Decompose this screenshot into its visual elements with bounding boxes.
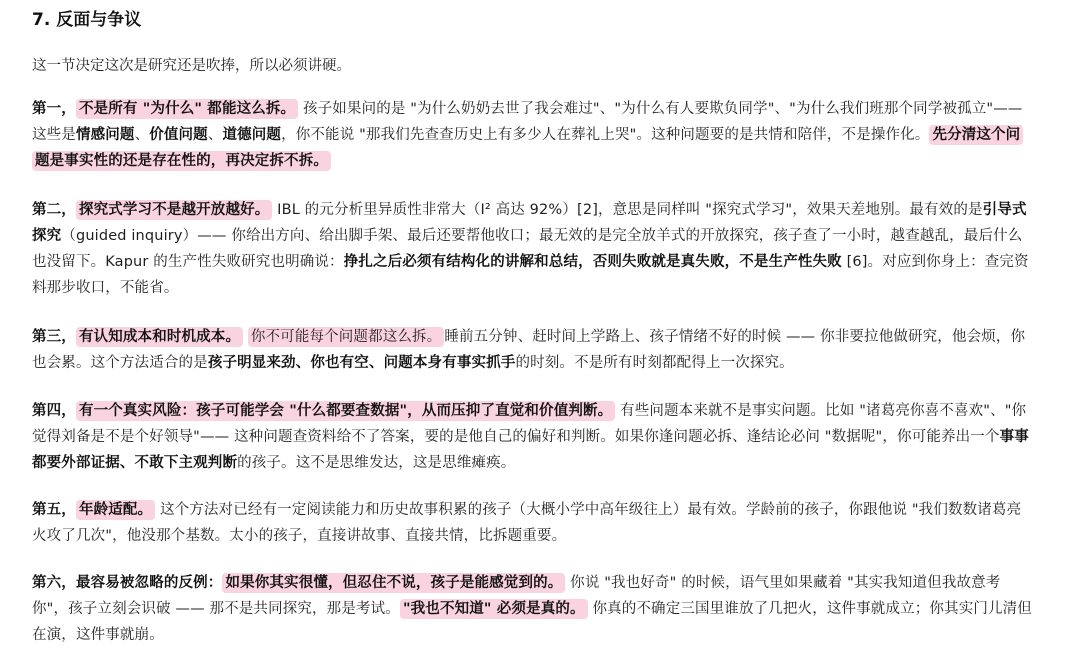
paragraph-6-highlight-2: "我也不知道" 必须是真的。: [400, 599, 588, 619]
paragraph-1-bold-1: 情感问题: [75, 127, 135, 143]
paragraph-2-text: （guided inquiry）—— 你给出方向、给出脚手架、最后还要帮他收口；最无效的是完全放羊式的开放探究，孩子查了一小时，越查越乱，最后什么也没留下。Kapur 的生产性失败研究也明确说：: [32, 228, 1023, 270]
paragraph-3-highlight-2: 你不可能每个问题都这么拆。: [248, 327, 444, 347]
paragraph-4-lead: 第四，: [32, 403, 76, 419]
paragraph-1-bold-3: 道德问题: [222, 127, 282, 143]
paragraph-4: [32, 398, 1032, 476]
paragraph-3: [32, 324, 1032, 376]
paragraph-3-highlight: 有认知成本和时机成本。: [76, 327, 243, 347]
paragraph-6: [32, 570, 1032, 648]
paragraph-2-text: IBL 的元分析里异质性非常大（I² 高达 92%）[2]，意思是同样叫 "探究式学习"，效果天差地别。最有效的是: [272, 202, 983, 218]
paragraph-6-text: 你真的不确定三国里谁放了几把火，这件事就成立；你其实门儿清但在演，这件事就崩。: [32, 601, 1032, 643]
paragraph-2-highlight: 探究式学习不是越开放越好。: [76, 200, 272, 220]
paragraph-2-lead: 第二，: [32, 202, 76, 218]
paragraph-1-text: 、: [207, 127, 223, 143]
paragraph-1-highlight-2: 先分清这个问题是事实性的还是存在性的，再决定拆不拆。: [32, 125, 1023, 171]
paragraph-5: [32, 497, 1032, 549]
paragraph-4-bold-1: 事事都要外部证据、不敢下主观判断: [32, 429, 1029, 471]
paragraph-6-text: 你说 "我也好奇" 的时候，语气里如果藏着 "其实我知道但我故意考你"，孩子立刻会识破 —— 那不是共同探究，那是考试。: [32, 575, 1001, 617]
paragraph-1: [32, 96, 1032, 174]
paragraph-3-bold-1: 孩子明显来劲、你也有空、问题本身有事实抓手: [207, 355, 516, 371]
paragraph-1-text: 孩子如果问的是 "为什么奶奶去世了我会难过"、"为什么有人要欺负同学"、"为什么我们班那个同学被孤立"—— 这些是: [32, 101, 1023, 143]
paragraph-1-highlight: 不是所有 "为什么" 都能这么拆。: [76, 99, 298, 119]
paragraph-2: [32, 197, 1032, 301]
paragraph-1-lead: 第一，: [32, 101, 76, 117]
paragraph-3-lead: 第三，: [32, 329, 76, 345]
paragraph-6-lead: 第六，最容易被忽略的反例：: [32, 575, 223, 591]
paragraph-1-text: 、: [134, 127, 150, 143]
paragraph-3-text: 睡前五分钟、赶时间上学路上、孩子情绪不好的时候 —— 你非要拉他做研究，他会烦，你也会累。这个方法适合的是: [32, 329, 1026, 371]
paragraph-2-bold-1: 引导式探究: [32, 202, 1027, 244]
paragraph-5-lead: 第五，: [32, 502, 76, 518]
paragraph-4-highlight: 有一个真实风险：孩子可能学会 "什么都要查数据"，从而压抑了直觉和价值判断。: [76, 401, 615, 421]
intro-paragraph: 这一节决定这次是研究还是吹捧，所以必须讲硬。: [32, 58, 351, 74]
paragraph-2-bold-2: 挣扎之后必须有结构化的讲解和总结，否则失败就是真失败，不是生产性失败: [343, 254, 842, 270]
paragraph-3-text: 的时刻。不是所有时刻都配得上一次探究。: [515, 355, 794, 371]
section-title: 7. 反面与争议: [32, 10, 142, 30]
paragraph-5-highlight: 年龄适配。: [76, 500, 155, 520]
paragraph-5-text: 这个方法对已经有一定阅读能力和历史故事积累的孩子（大概小学中高年级往上）最有效。学龄前的孩子，你跟他说 "我们数数诸葛亮火攻了几次"，他没那个基数。太小的孩子，直接讲故事、直接共情，比拆题重要。: [32, 502, 1022, 544]
paragraph-1-text: ，你不能说 "那我们先查查历史上有多少人在葬礼上哭"。这种问题要的是共情和陪伴，不是操作化。: [281, 127, 930, 143]
paragraph-4-text: 的孩子。这不是思维发达，这是思维瘫痪。: [237, 455, 516, 471]
paragraph-1-bold-2: 价值问题: [149, 127, 208, 143]
paragraph-4-text: 有些问题本来就不是事实问题。比如 "诸葛亮你喜不喜欢"、"你觉得刘备是不是个好领导"—— 这种问题查资料给不了答案，要的是他自己的偏好和判断。如果你逢问题必拆、逢结论必问 "数据呢"，你可能养出一个: [32, 403, 1027, 445]
paragraph-2-text: [6]。对应到你身上：查完资料那步收口，不能省。: [32, 254, 1029, 296]
paragraph-6-highlight: 如果你其实很懂，但忍住不说，孩子是能感觉到的。: [222, 573, 565, 593]
